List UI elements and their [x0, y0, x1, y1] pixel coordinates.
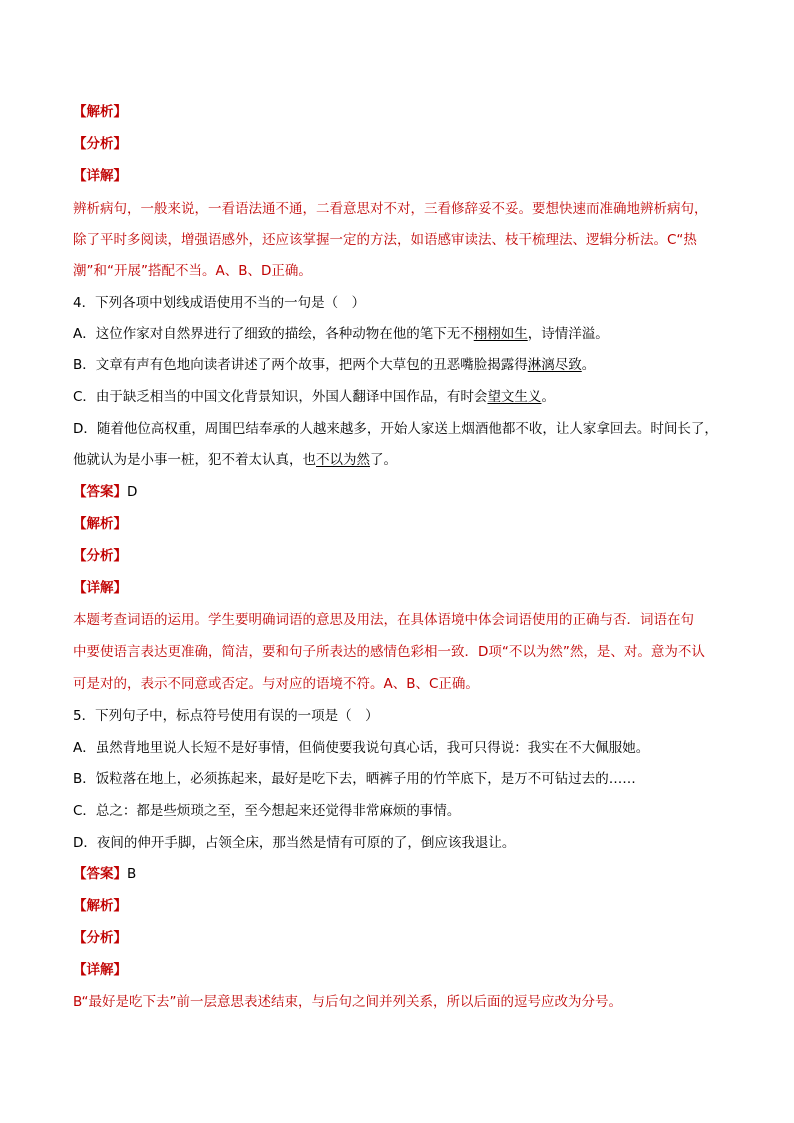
details-heading: 【详解】 — [73, 962, 127, 978]
underlined-idiom: 淋漓尽致 — [527, 357, 582, 373]
option-text: B．文章有声有色地向读者讲述了两个故事，把两个大草包的丑恶嘴脸揭露得 — [73, 357, 528, 373]
details-heading: 【详解】 — [73, 168, 127, 184]
explanation-line: 本题考查词语的运用。学生要明确词语的意思及用法，在具体语境中体会词语使用的正确与否．词语在句 — [73, 612, 694, 628]
option-text: 。 — [541, 389, 555, 405]
explanation-line: 除了平时多阅读，增强语感外，还应该掌握一定的方法，如语感审读法、枝干梳理法、逻辑分析法。C“热 — [73, 232, 697, 248]
explanation-line: 潮”和“开展”搭配不当。A、B、D正确。 — [73, 263, 312, 279]
analysis-heading: 【解析】 — [73, 104, 127, 120]
underlined-idiom: 望文生义 — [487, 389, 542, 405]
explanation-line: 可是对的，表示不同意或否定。与对应的语境不符。A、B、C正确。 — [73, 676, 479, 692]
details-heading: 【详解】 — [73, 580, 127, 596]
underlined-idiom: 栩栩如生 — [473, 326, 528, 342]
analysis-heading: 【解析】 — [73, 516, 127, 532]
underlined-idiom: 不以为然 — [316, 452, 370, 468]
question-5-option-d: D．夜间的伸开手脚，占领全床，那当然是情有可原的了，倒应该我退让。 — [73, 835, 516, 851]
question-4-option-a — [73, 324, 609, 344]
analysis-heading: 【解析】 — [73, 898, 127, 914]
question-4-option-b — [73, 355, 595, 375]
option-text: A．这位作家对自然界进行了细致的描绘，各种动物在他的笔下无不 — [73, 326, 474, 342]
option-text: 他就认为是小事一桩，犯不着太认真，也 — [73, 452, 316, 468]
breakdown-heading: 【分析】 — [73, 548, 127, 564]
answer-line — [73, 864, 136, 884]
answer-value: D — [127, 484, 138, 500]
option-text: ，诗情洋溢。 — [527, 326, 609, 342]
explanation-line: 辨析病句，一般来说，一看语法通不通，二看意思对不对，三看修辞妥不妥。要想快速而准确地辨析病句， — [73, 201, 708, 217]
answer-line — [73, 482, 137, 502]
answer-value: B — [127, 866, 137, 882]
option-text: 。 — [581, 357, 596, 373]
explanation-line: B“最好是吃下去”前一层意思表述结束，与后句之间并列关系，所以后面的逗号应改为分号。 — [73, 994, 623, 1010]
explanation-line: 中要使语言表达更准确，简洁，要和句子所表达的感情色彩相一致．D项“不以为然”然，是、对。意为不认 — [73, 644, 705, 660]
question-4-stem: 4．下列各项中划线成语使用不当的一句是（ ） — [73, 295, 366, 311]
question-4-option-d-cont — [73, 450, 397, 470]
question-5-stem: 5．下列句子中，标点符号使用有误的一项是（ ） — [73, 708, 379, 724]
question-4-option-c — [73, 387, 555, 407]
question-5-option-c: C．总之：都是些烦琐之至，至今想起来还觉得非常麻烦的事情。 — [73, 803, 461, 819]
option-text: 了。 — [370, 452, 397, 468]
breakdown-heading: 【分析】 — [73, 136, 127, 152]
answer-heading: 【答案】 — [73, 484, 127, 500]
breakdown-heading: 【分析】 — [73, 930, 127, 946]
question-5-option-a: A．虽然背地里说人长短不是好事情，但倘使要我说句真心话，我可只得说：我实在不大佩服她。 — [73, 740, 650, 756]
question-4-option-d: D．随着他位高权重，周围巴结奉承的人越来越多，开始人家送上烟酒他都不收，让人家拿回去。时间长了， — [73, 421, 718, 437]
question-5-option-b: B．饭粒落在地上，必须拣起来，最好是吃下去，晒裤子用的竹竿底下，是万不可钻过去的…… — [73, 771, 636, 787]
answer-heading: 【答案】 — [73, 866, 127, 882]
option-text: C．由于缺乏相当的中国文化背景知识，外国人翻译中国作品，有时会 — [73, 389, 488, 405]
